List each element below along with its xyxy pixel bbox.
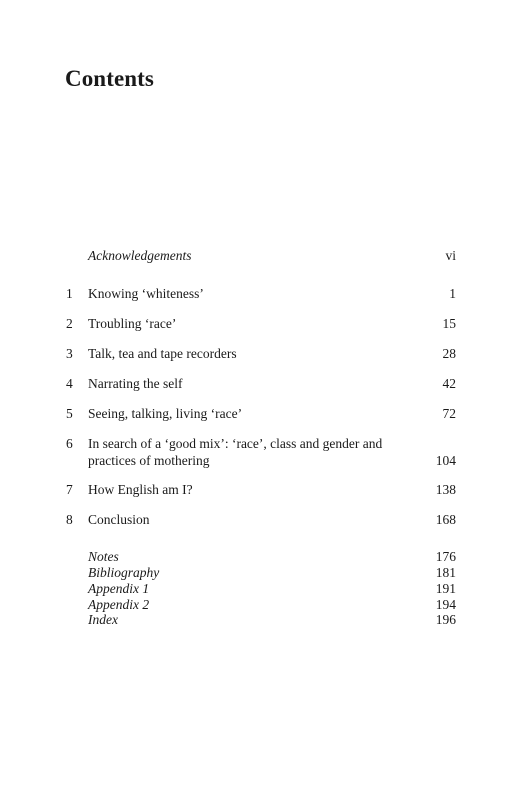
chapter-title: Troubling ‘race’: [88, 316, 177, 331]
back-matter-page: 194: [435, 597, 456, 612]
chapter-number: 8: [66, 512, 73, 527]
chapter-number: 3: [66, 346, 73, 361]
chapter-number: 7: [66, 482, 73, 497]
back-matter-title: Notes: [88, 549, 119, 564]
chapter-page: 1: [449, 286, 456, 301]
page-title: Contents: [65, 66, 154, 91]
chapter-page: 72: [442, 406, 456, 421]
chapter-number: 2: [66, 316, 73, 331]
back-matter-page: 181: [435, 565, 456, 580]
chapter-page: 104: [435, 453, 456, 468]
chapter-title: Narrating the self: [88, 376, 183, 391]
chapter-number: 6: [66, 436, 73, 451]
chapter-title: Seeing, talking, living ‘race’: [88, 406, 243, 421]
chapter-page: 28: [442, 346, 456, 361]
back-matter-title: Appendix 2: [88, 597, 150, 612]
chapter-page: 168: [435, 512, 456, 527]
chapter-page: 138: [435, 482, 456, 497]
chapter-number: 4: [66, 376, 73, 391]
back-matter-page: 176: [435, 549, 456, 564]
back-matter-page: 196: [435, 612, 456, 627]
back-matter-title: Appendix 1: [88, 581, 150, 596]
back-matter-title: Index: [88, 612, 118, 627]
back-matter-title: Bibliography: [88, 565, 160, 580]
chapter-number: 1: [66, 286, 73, 301]
chapter-title: Conclusion: [88, 512, 150, 527]
chapter-title: How English am I?: [88, 482, 193, 497]
chapter-title: In search of a ‘good mix’: ‘race’, class and gender and practices of mothering: [88, 436, 383, 468]
toc-entry-title: Acknowledgements: [88, 248, 192, 263]
back-matter-page: 191: [435, 581, 456, 596]
chapter-title: Talk, tea and tape recorders: [88, 346, 237, 361]
chapter-page: 42: [442, 376, 456, 391]
toc-entry-page: vi: [445, 248, 456, 263]
toc-entry-chapter-6[interactable]: [0, 435, 531, 469]
chapter-number: 5: [66, 406, 73, 421]
chapter-title: Knowing ‘whiteness’: [88, 286, 204, 301]
chapter-page: 15: [442, 316, 456, 331]
